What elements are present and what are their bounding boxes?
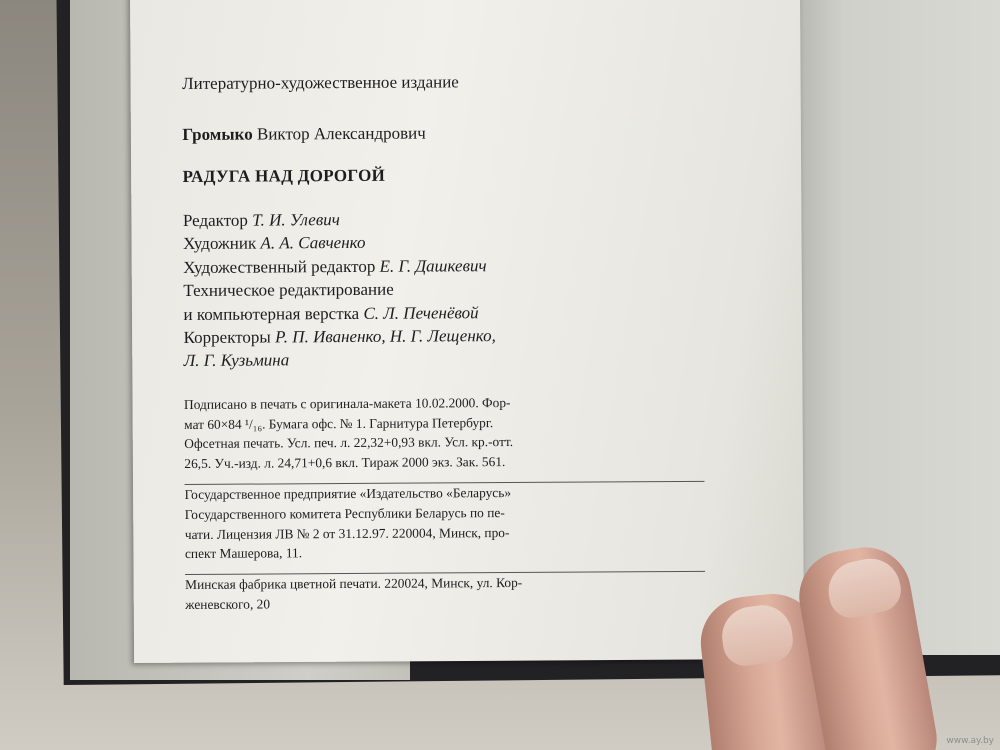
staff-list <box>183 206 704 373</box>
print-info-line: 26,5. Уч.-изд. л. 24,71+0,6 вкл. Тираж 2000 экз. Зак. 561. <box>184 454 506 472</box>
staff-role: Художник <box>182 233 257 254</box>
print-info-line: мат 60×84 ¹/₁₆. Бумага офс. № 1. Гарнитура Петербург. <box>184 414 494 432</box>
staff-name: Е. Г. Дашкевич <box>379 255 487 276</box>
author-given-name: Виктор Александрович <box>256 123 426 144</box>
publisher-info <box>185 481 705 564</box>
watermark: www.ay.by <box>946 736 994 746</box>
print-info-line: Подписано в печать с оригинала-макета 10.02.2000. Фор- <box>183 394 511 412</box>
staff-art-editor <box>183 253 703 280</box>
print-info-line: Офсетная печать. Усл. печ. л. 22,32+0,93 вкл. Усл. кр.-отт. <box>184 434 514 452</box>
staff-role: Редактор <box>182 210 248 230</box>
printer-info-line: Минская фабрика цветной печати. 220024, Минск, ул. Кор- <box>185 571 705 595</box>
staff-proofreaders <box>184 323 704 350</box>
author-surname: Громыко <box>182 124 253 144</box>
print-info <box>184 392 704 474</box>
publisher-info-line: Государственного комитета Республики Беларусь по пе- <box>184 504 505 522</box>
colophon-text <box>182 69 705 625</box>
author-line <box>182 120 702 147</box>
publisher-info-line: спект Машерова, 11. <box>184 545 303 562</box>
staff-name: А. А. Савченко <box>260 233 366 253</box>
printer-info-line: женевского, 20 <box>185 596 271 613</box>
staff-proofreader-continued: Л. Г. Кузьмина <box>183 350 290 371</box>
staff-artist <box>183 229 703 256</box>
edition-type: Литературно-художественное издание <box>182 72 459 93</box>
staff-layout <box>183 299 703 326</box>
book-title: РАДУГА НАД ДОРОГОЙ <box>182 165 386 186</box>
publisher-info-line: Государственное предприятие «Издательство «Беларусь» <box>185 481 705 505</box>
printer-info <box>185 571 705 615</box>
staff-name: Р. П. Иваненко, Н. Г. Лещенко, <box>275 326 496 347</box>
publisher-info-line: чати. Лицензия ЛВ № 2 от 31.12.97. 220004, Минск, про- <box>184 524 510 542</box>
staff-name: Т. И. Улевич <box>252 210 340 230</box>
staff-role: Художественный редактор <box>183 256 376 277</box>
staff-technical-editing: Техническое редактирование <box>183 279 394 301</box>
staff-name: С. Л. Печенёвой <box>363 302 479 323</box>
staff-editor <box>183 206 703 233</box>
staff-role: и компьютерная верстка <box>183 303 360 324</box>
staff-role: Корректоры <box>183 327 271 348</box>
